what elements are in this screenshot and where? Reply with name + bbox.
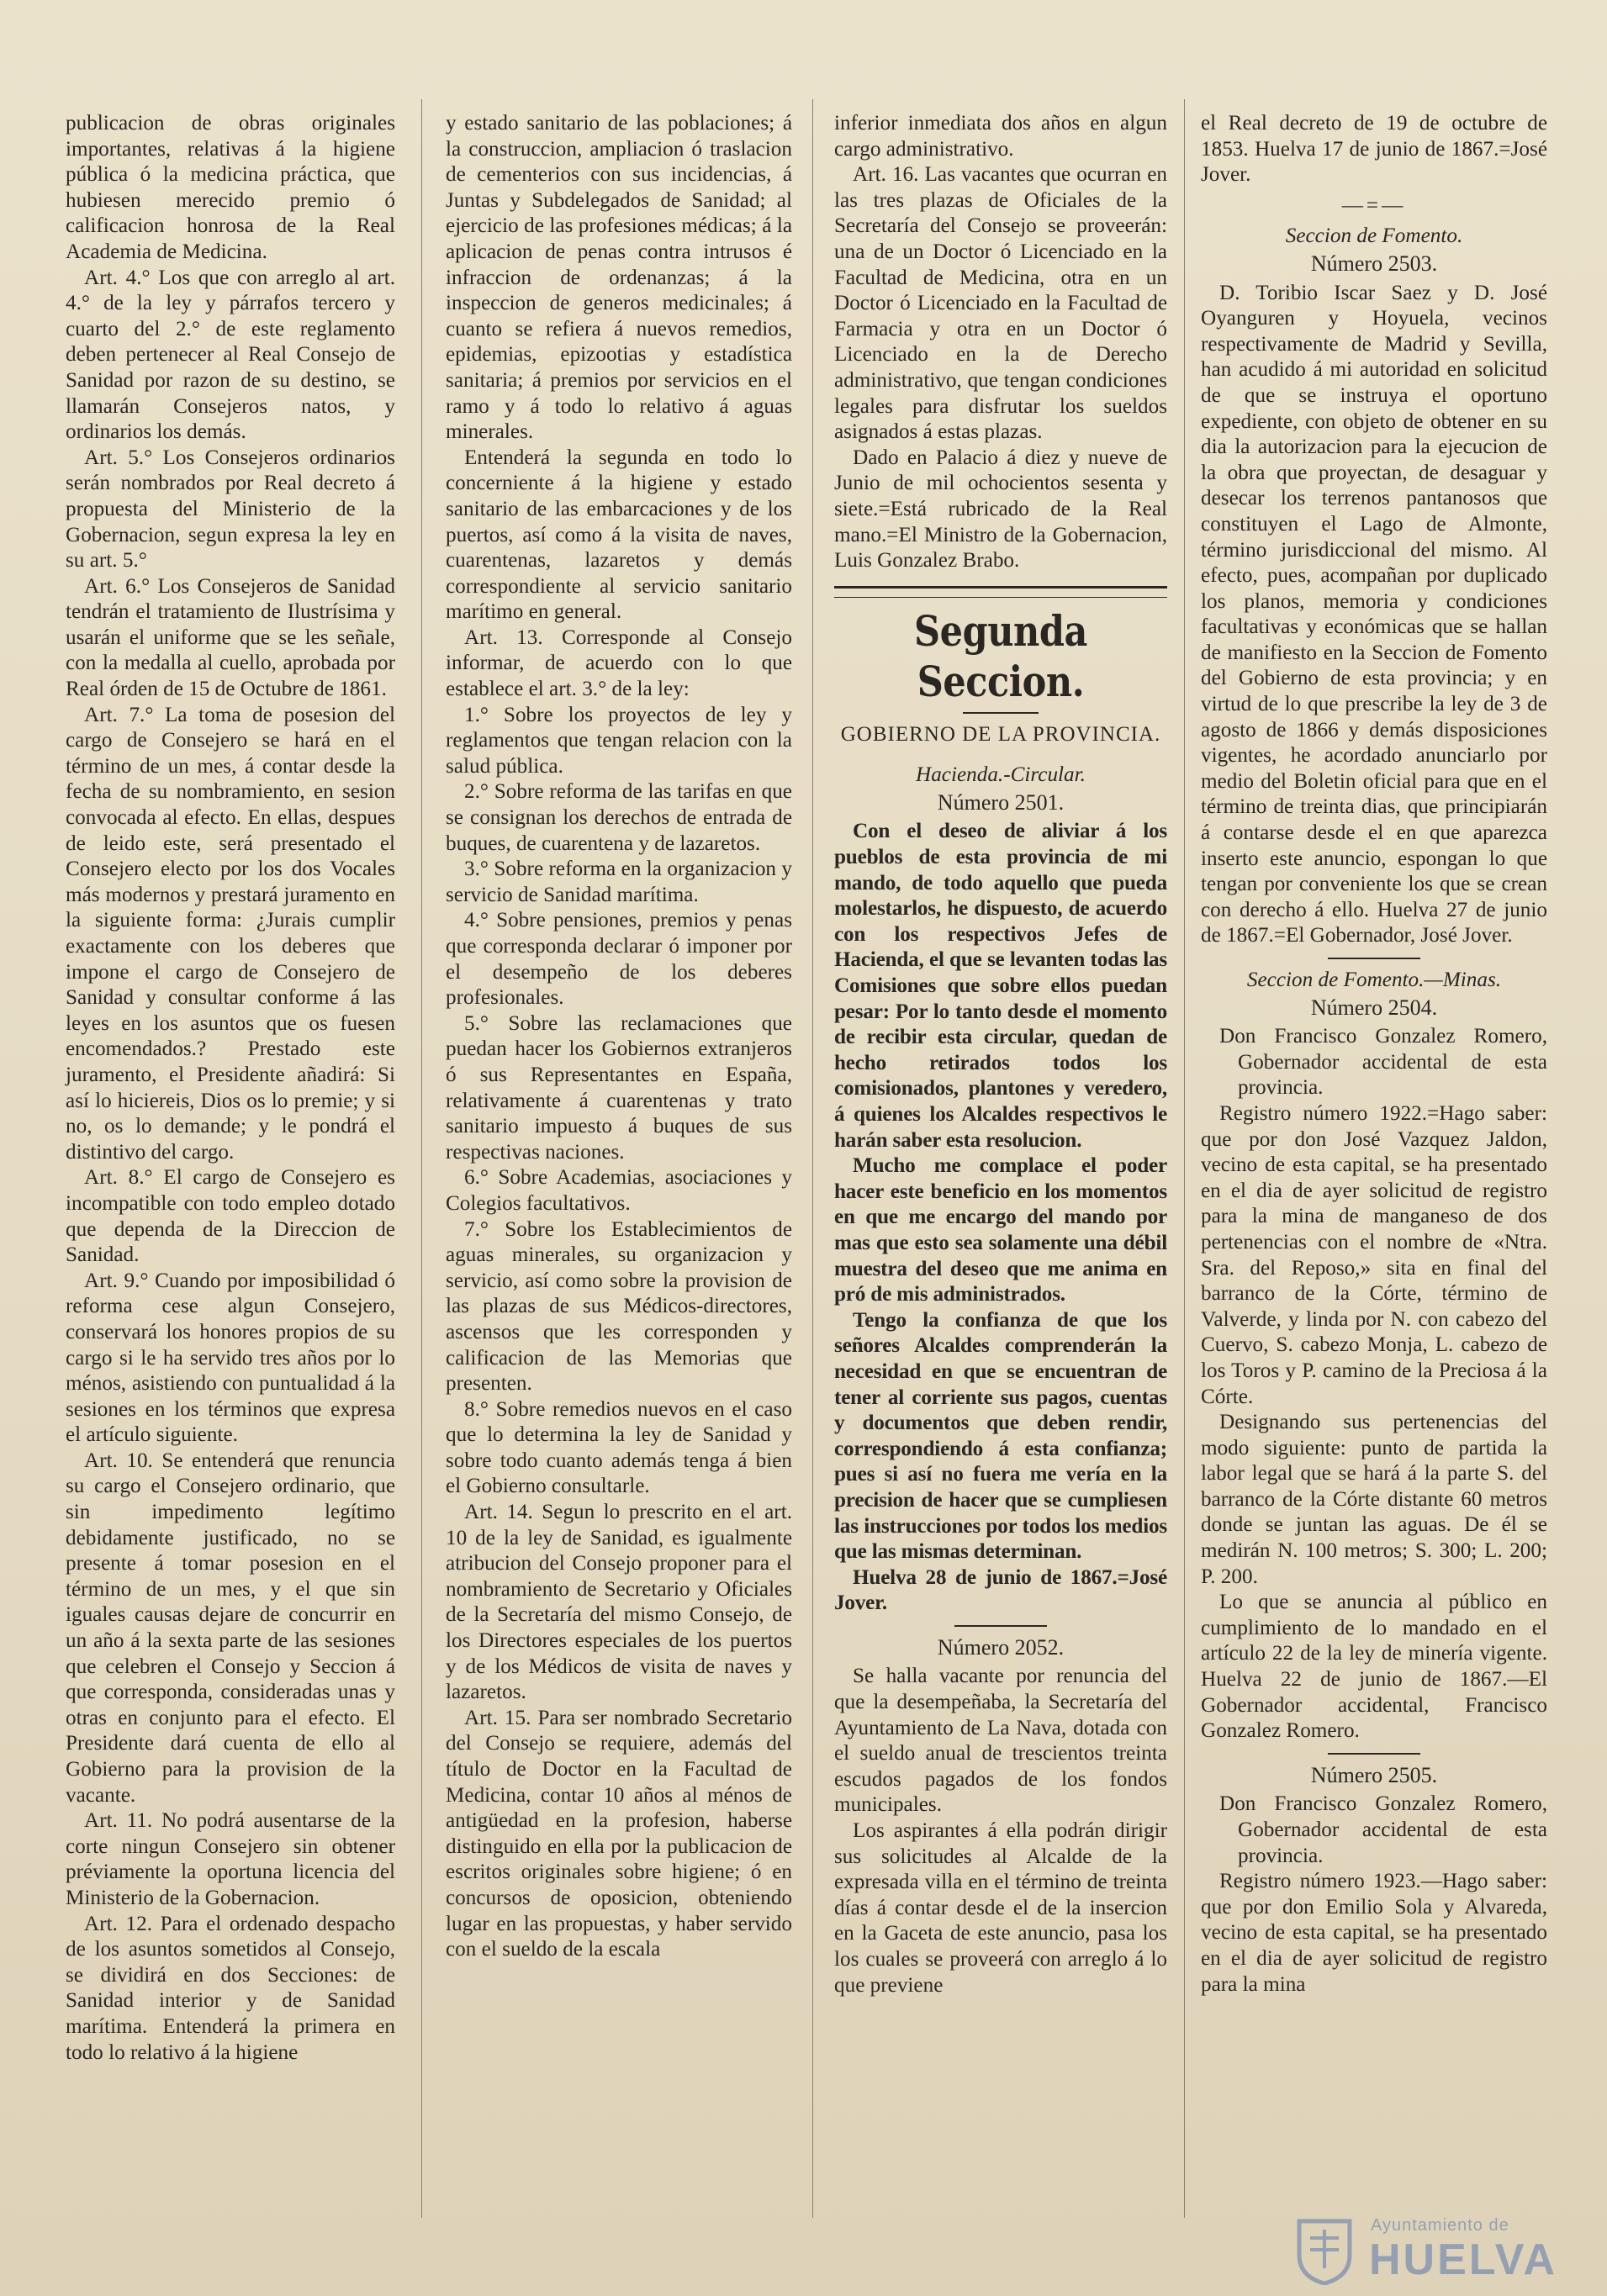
- column-divider: [421, 99, 422, 2218]
- paragraph: Art. 4.° Los que con arreglo al art. 4.° de la ley y párrafos tercero y cuarto del 2.° de este reglamento deben pertenecer al Real Consejo de Sanidad por razon de su destino, se llamarán Consejeros natos, y ordinarios los demás.: [66, 266, 395, 444]
- paragraph: 5.° Sobre las reclamaciones que puedan hacer los Gobiernos extranjeros ó sus Representantes en España, relativamente á cuarentenas y trato sanitario impuesto á buques de sus respectivas naciones.: [446, 1011, 792, 1164]
- notice-2503-body: [1201, 281, 1547, 949]
- paragraph: Designando sus pertenencias del modo siguiente: punto de partida la labor legal que se hará á la parte S. del barranco de la Córte distante 60 metros donde se juntan las aguas. De él se medirán N. 100 metros; S. 300; L. 200; P. 200.: [1201, 1411, 1547, 1588]
- paragraph: Art. 14. Segun lo prescrito en el art. 10 de la ley de Sanidad, es igualmente atribucion del Consejo proponer para el nombramiento de Secretario y Oficiales de la Secretaría del mismo Consejo, de los Directores especiales de los puertos y de los Médicos de visita de naves y lazaretos.: [446, 1501, 792, 1704]
- paragraph: inferior inmediata dos años en algun cargo administrativo.: [834, 112, 1167, 161]
- column-1: [66, 111, 395, 2066]
- reglamento-end: [834, 111, 1167, 574]
- notice-2504-header: Don Francisco Gonzalez Romero, Gobernador accidental de esta provincia.: [1219, 1025, 1547, 1100]
- notice-2052-number: Número 2052.: [937, 1634, 1065, 1660]
- paragraph: Art. 9.° Cuando por imposibilidad ó reforma cese algun Consejero, conservará los honores propios de su cargo si le ha servido tres años por lo ménos, asistiendo con puntualidad á la sesiones en los términos que expresa el artículo siguiente.: [66, 1269, 395, 1447]
- paragraph: Con el deseo de aliviar á los pueblos de esta provincia de mi mando, de todo aquello que pueda molestarlos, he dispuesto, de acuerdo con los respectivos Jefes de Hacienda, el que se levanten todas las Comisiones que sobre ellos puedan pesar: Por lo tanto desde el momento de recibir esta circular, quedan de hecho retirados todos los comisionados, plantones y veredero, á quienes los Alcaldes respectivos le harán saber esta resolucion.: [834, 820, 1167, 1152]
- gobierno-heading: GOBIERNO DE LA PROVINCIA.: [840, 722, 1161, 746]
- paragraph: Art. 13. Corresponde al Consejo informar, de acuerdo con lo que establece el art. 3.° de la ley:: [446, 625, 792, 701]
- watermark-line2: HUELVA: [1369, 2235, 1558, 2284]
- notice-2503-number: Número 2503.: [1310, 251, 1438, 276]
- paragraph: Huelva 28 de junio de 1867.=José Jover.: [834, 1565, 1167, 1615]
- paragraph: Dado en Palacio á diez y nueve de Junio de mil ochocientos sesenta y siete.=Está rubricado de la Real mano.=El Ministro de la Gobernacion, Luis Gonzalez Brabo.: [834, 446, 1167, 573]
- separator: [1328, 1753, 1420, 1755]
- paragraph: Se halla vacante por renuncia del que la desempeñaba, la Secretaría del Ayuntamiento de La Nava, dotada con el sueldo anual de trescientos treinta escudos pagados de los fondos municipales.: [834, 1665, 1167, 1817]
- city-emblem-icon: [1287, 2213, 1362, 2285]
- paragraph: 3.° Sobre reforma en la organizacion y servicio de Sanidad marítima.: [446, 858, 792, 906]
- column-2: [446, 111, 792, 1963]
- paragraph: 1.° Sobre los proyectos de ley y reglamentos que tengan relacion con la salud pública.: [446, 703, 792, 778]
- notice-2504-number: Número 2504.: [1310, 995, 1438, 1020]
- paragraph: D. Toribio Iscar Saez y D. José Oyanguren y Hoyuela, vecinos respectivamente de Madrid y Sevilla, han acudido á mi autoridad en solicitud de que se instruya el oportuno expediente, con objeto de obtener en su dia la autorizacion para la ejecucion de la obra que proyectan, de desaguar y desecar los terrenos pantanosos que constituyen el Lago de Almonte, término jurisdiccional del mismo. Al efecto, pues, acompañan por duplicado los planos, memoria y condiciones facultativas y económicas que se hallan de manifiesto en la Seccion de Fomento del Gobierno de esta provincia; y en virtud de lo que prescribe la ley de 3 de agosto de 1866 y demás disposiciones vigentes, he acordado anunciarlo por medio del Boletin oficial para que en el término de treinta dias, que principiarán á contarse desde el en que aparezca inserto este anuncio, espongan lo que tengan por conveniente los que se crean con derecho á ello. Huelva 27 de junio de 1867.=El Gobernador, José Jover.: [1201, 281, 1547, 947]
- paragraph: Art. 5.° Los Consejeros ordinarios serán nombrados por Real decreto á propuesta del Ministerio de la Gobernacion, segun expresa la ley en su art. 5.°: [66, 446, 395, 573]
- column-4: [1201, 111, 1547, 1998]
- notice-2504-body: [1201, 1101, 1547, 1744]
- paragraph: Art. 8.° El cargo de Consejero es incompatible con todo empleo dotado que dependa de la Direccion de Sanidad.: [66, 1166, 395, 1267]
- paragraph: Mucho me complace el poder hacer este beneficio en los momentos en que me encargo del mando por mas que esto sea solamente una débil muestra del deseo que me anima en pró de mis administrados.: [834, 1154, 1167, 1306]
- paragraph: Art. 10. Se entenderá que renuncia su cargo el Consejero ordinario, que sin impedimento legítimo debidamente justificado, no se presente á tomar posesion en el término de un mes, y el que sin iguales causas dejare de concurrir en un año á la sexta parte de las sesiones que celebren el Consejo y Seccion á que corresponda, consideradas unas y otras en conjunto para el efecto. El Presidente dará cuenta de ello al Gobierno para la provision de la vacante.: [66, 1449, 395, 1807]
- column-3: [834, 111, 1167, 1998]
- paragraph: Art. 16. Las vacantes que ocurran en las tres plazas de Oficiales de la Secretaría del Consejo se proveerán: una de un Doctor ó Licenciado en la Facultad de Medicina, otra en un Doctor ó Licenciado en la Facultad de Farmacia y otra en un Doctor ó Licenciado en la de Derecho administrativo, que tengan condiciones legales para disfrutar los sueldos asignados á estas plazas.: [834, 163, 1167, 444]
- watermark-line1: Ayuntamiento de: [1371, 2216, 1509, 2235]
- paragraph: Art. 11. No podrá ausentarse de la corte ningun Consejero sin obtener préviamente la oportuna licencia del Ministerio de la Gobernacion.: [66, 1809, 395, 1909]
- separator: [1328, 958, 1420, 959]
- paragraph: Art. 7.° La toma de posesion del cargo de Consejero se hará en el término de un mes, á contar desde la fecha de su nombramiento, en sesion convocada al efecto. En ellas, despues de leido este, será presentado el Consejero electo por los dos Vocales más modernos y prestará juramento en la siguiente forma: ¿Jurais cumplir exactamente con los deberes que impone el cargo de Consejero de Sanidad y consultar conforme á las leyes en los asuntos que os fuesen encomendados.? Prestado este juramento, el Presidente añadirá: Si así lo hiciereis, Dios os lo premie; y si no, os lo demande; y le pondrá el distintivo del cargo.: [66, 703, 395, 1164]
- circular-body: [834, 819, 1167, 1616]
- paragraph: 2.° Sobre reforma de las tarifas en que se consignan los derechos de entrada de buques, de cuarentena y de lazaretos.: [446, 780, 792, 855]
- column-divider: [812, 99, 813, 2218]
- paragraph: Art. 6.° Los Consejeros de Sanidad tendrán el tratamiento de Ilustrísima y usarán el uniforme que se les señale, con la medalla al cuello, aprobada por Real órden de 15 de Octubre de 1861.: [66, 574, 395, 701]
- notice-end: [1201, 111, 1547, 188]
- paragraph: publicacion de obras originales importantes, relativas á la higiene pública ó la medicina práctica, que hubiesen merecido premio ó calificacion honrosa de la Real Academia de Medicina.: [66, 112, 395, 263]
- paragraph: y estado sanitario de las poblaciones; á la construccion, ampliacion ó traslacion de cementerios con sus incidencias, á Juntas y Subdelegados de Sanidad; al ejercicio de las profesiones médicas; á la aplicacion de penas contra intrusos é infraccion de ordenanzas; á la inspeccion de generos medicinales; á cuanto se refiera á nuevos remedios, epidemias, epizootias y estadística sanitaria; á premios por servicios en el ramo y á todo lo relativo á aguas minerales.: [446, 112, 792, 444]
- separator: [963, 712, 1039, 714]
- circular-subhead: Hacienda.-Circular.: [916, 763, 1086, 787]
- paragraph: 8.° Sobre remedios nuevos en el caso que lo determina la ley de Sanidad y sobre todo cuanto además tenga á bien el Gobierno consultarle.: [446, 1397, 792, 1498]
- watermark: [1270, 2213, 1558, 2285]
- paragraph: Art. 15. Para ser nombrado Secretario del Consejo se requiere, además del título de Doctor en la Facultad de Medicina, contar 10 años al ménos de antigüedad en la profesion, haberse distinguido en ella por la publicacion de escritos originales sobre higiene; ó en concursos de oposicion, obteniendo lugar en las propuestas, y haber servido con el sueldo de la escala: [446, 1706, 792, 1961]
- paragraph: 7.° Sobre los Establecimientos de aguas minerales, su organizacion y servicio, así como sobre la provision de las plazas de sus Médicos-directores, ascensos que les corresponden y calificacion de las Memorias que presenten.: [446, 1217, 792, 1396]
- paragraph: Lo que se anuncia al público en cumplimiento de lo mandado en el artículo 22 de la ley de minería vigente. Huelva 22 de junio de 1867.—El Gobernador accidental, Francisco Gonzalez Romero.: [1201, 1591, 1547, 1743]
- notice-2505-header: Don Francisco Gonzalez Romero, Gobernador accidental de esta provincia.: [1219, 1792, 1547, 1867]
- paragraph: Registro número 1923.—Hago saber: que por don Emilio Sola y Alvareda, vecino de esta capital, se ha presentado en el dia de ayer solicitud de registro para la mina: [1201, 1870, 1547, 1996]
- separator: —=—: [1341, 193, 1407, 217]
- notice-2052-body: [834, 1664, 1167, 1998]
- paragraph: Tengo la confianza de que los señores Alcaldes comprenderán la necesidad en que se encuentran de tener al corriente sus pagos, cuentas y documentos que deben rendir, correspondiendo á esta confianza; pues si así no fuera me vería en la precision de hacer que se cumpliesen las instrucciones por todos los medios que las mismas determinan.: [834, 1308, 1167, 1564]
- paragraph: Registro número 1922.=Hago saber: que por don José Vazquez Jaldon, vecino de esta capital, se ha presentado en el dia de ayer solicitud de registro para la mina de manganeso de dos pertenencias con el nombre de «Ntra. Sra. del Reposo,» sita en final del barranco de la Córte, término de Valverde, y linda por N. con cabezo del Cuervo, S. cabezo Monja, L. cabezo de los Toros y P. camino de la Preciosa á la Córte.: [1201, 1101, 1547, 1408]
- circular-number: Número 2501.: [937, 789, 1065, 815]
- paragraph: 6.° Sobre Academias, asociaciones y Colegios facultativos.: [446, 1166, 792, 1215]
- paragraph: el Real decreto de 19 de octubre de 1853. Huelva 17 de junio de 1867.=José Jover.: [1201, 112, 1547, 187]
- notice-2505-body: [1201, 1869, 1547, 1998]
- paragraph: Los aspirantes á ella podrán dirigir sus solicitudes al Alcalde de la expresada villa en el término de treinta días á contar desde el de la insercion en la Gaceta de este anuncio, pasa los los cuales se proveerá con arreglo á lo que previene: [834, 1819, 1167, 1997]
- notice-2505-number: Número 2505.: [1310, 1762, 1438, 1787]
- section-title: Segunda Seccion.: [914, 605, 1087, 706]
- section-rule: [834, 586, 1167, 598]
- separator: [954, 1625, 1047, 1627]
- fomento-subhead: Seccion de Fomento.: [1285, 224, 1463, 248]
- paragraph: Entenderá la segunda en todo lo concerniente á la higiene y estado sanitario de las embarcaciones y de los puertos, así como á la visita de naves, cuarentenas, lazaretos y demás correspondiente al servicio sanitario marítimo en general.: [446, 446, 792, 624]
- paragraph: Art. 12. Para el ordenado despacho de los asuntos sometidos al Consejo, se dividirá en dos Secciones: de Sanidad interior y de Sanidad marítima. Entenderá la primera en todo lo relativo á la higiene: [66, 1912, 395, 2064]
- paragraph: 4.° Sobre pensiones, premios y penas que corresponda declarar ó imponer por el desempeño de los deberes profesionales.: [446, 909, 792, 1010]
- column-divider: [1184, 99, 1185, 2218]
- minas-subhead: Seccion de Fomento.—Minas.: [1246, 969, 1502, 991]
